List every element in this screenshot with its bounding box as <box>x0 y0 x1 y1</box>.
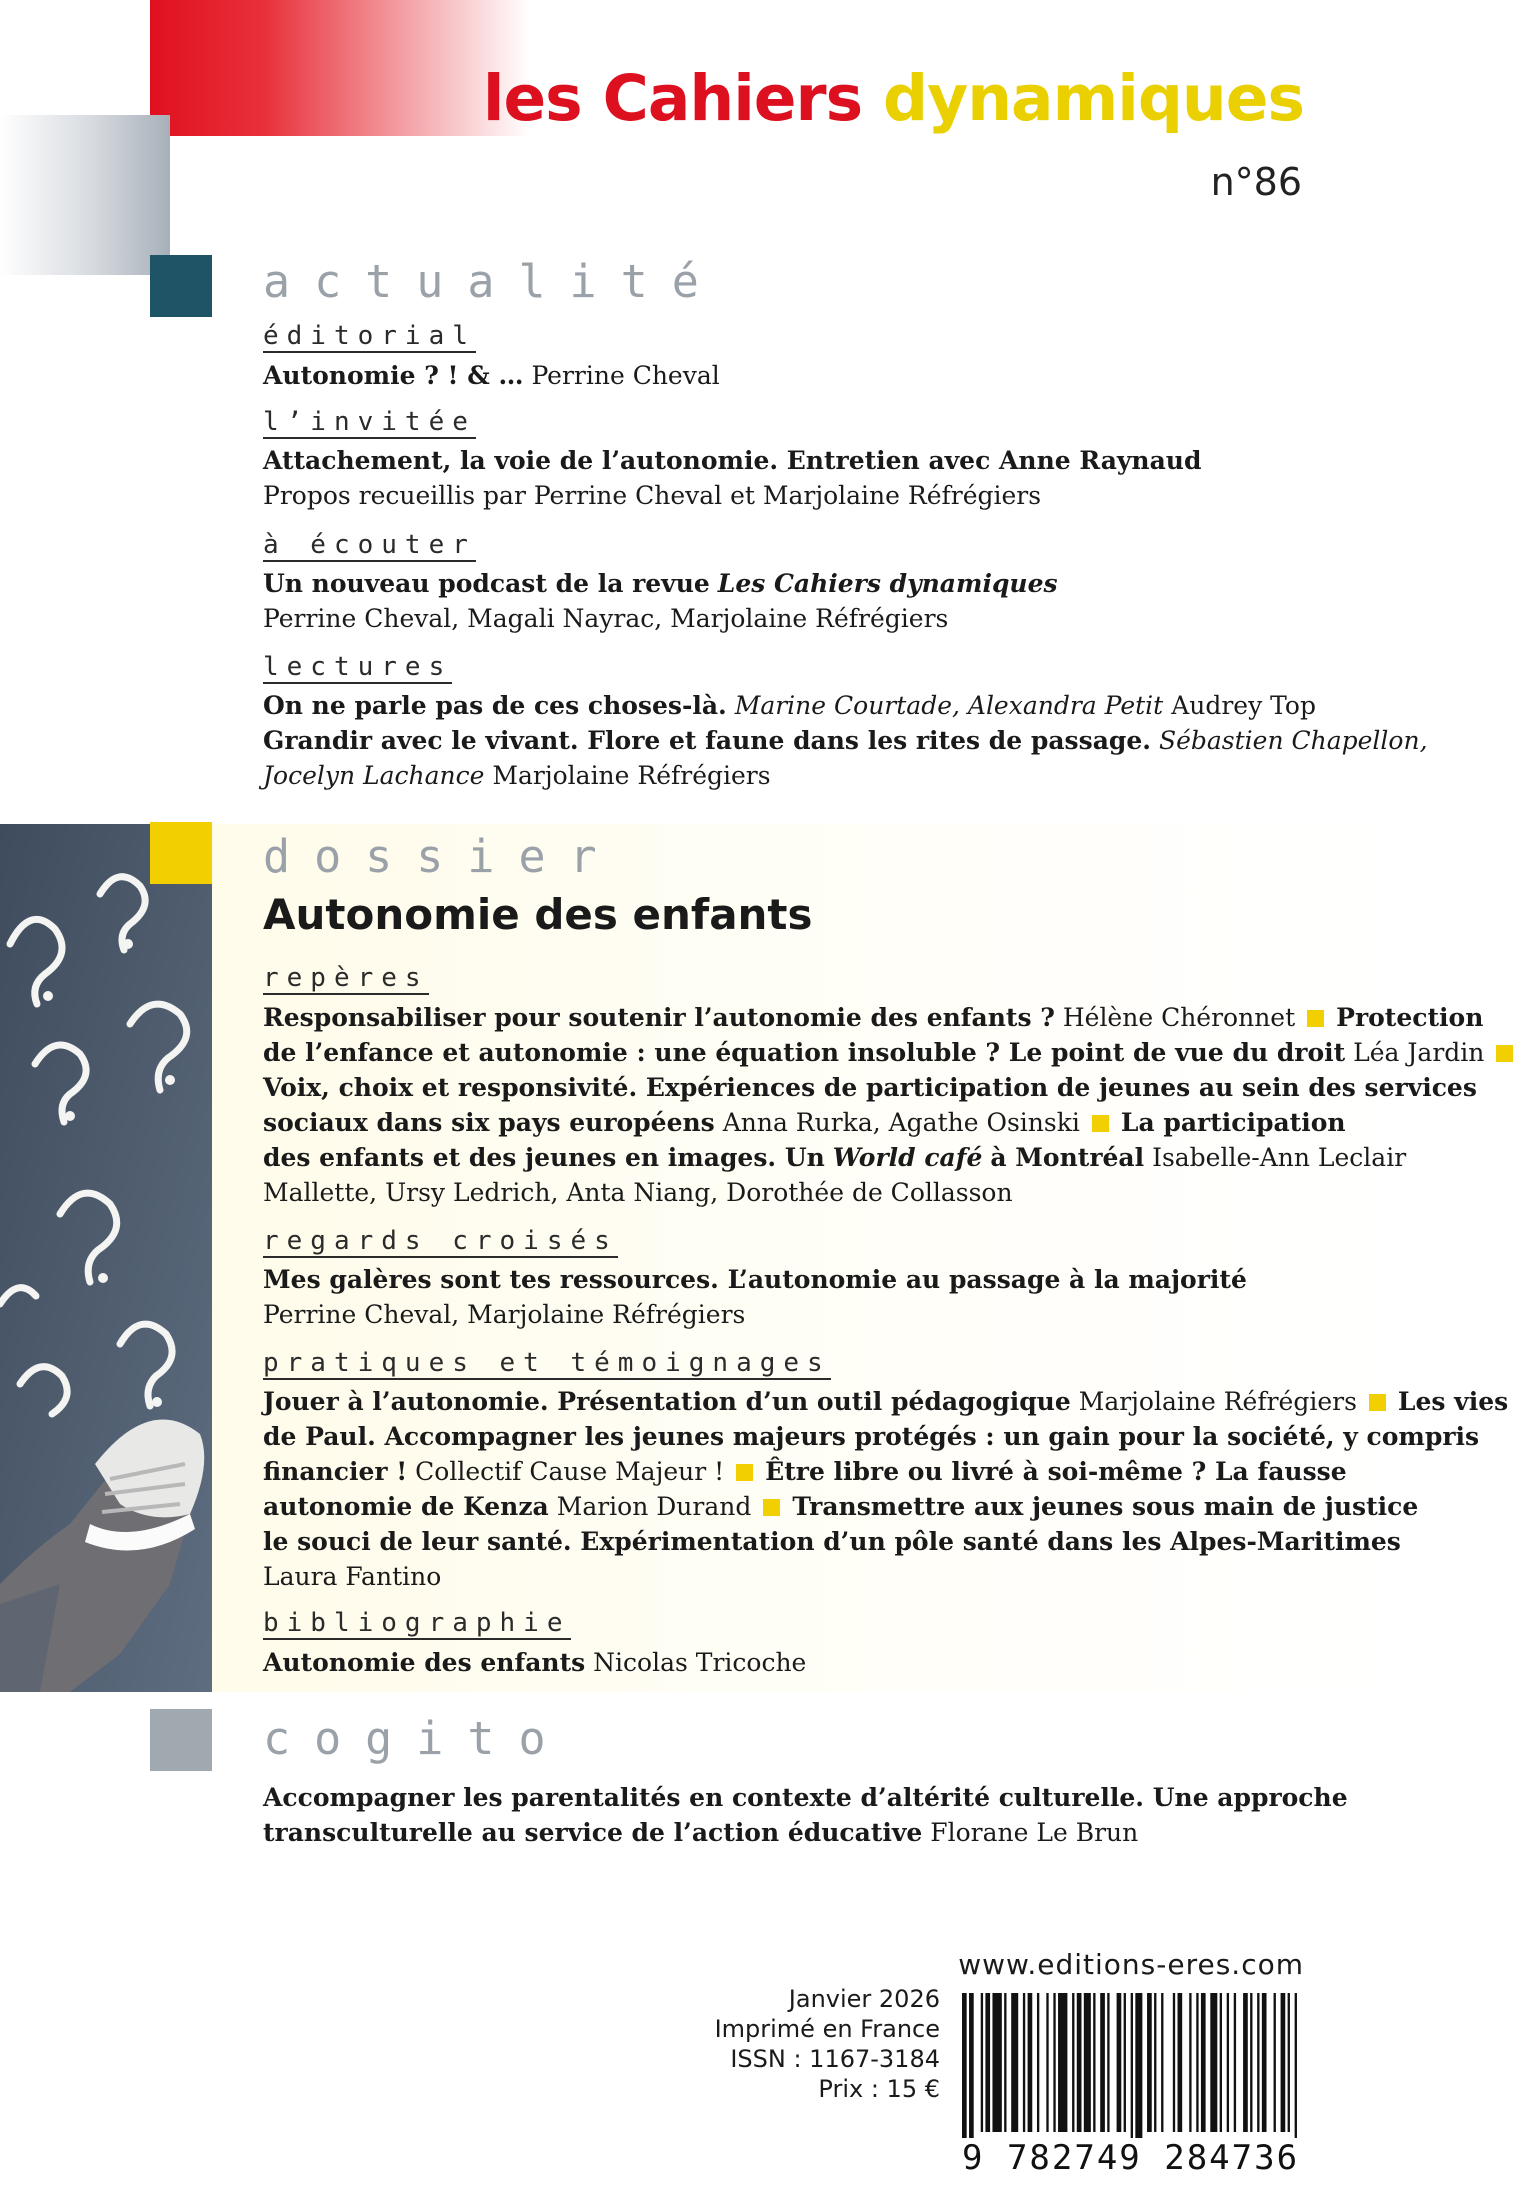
repere-4-author-a: Isabelle-Ann Leclair <box>1152 1143 1407 1172</box>
cogito-author: Florane Le Brun <box>930 1818 1139 1847</box>
barcode <box>962 1993 1304 2138</box>
barcode-bar <box>1201 1993 1206 2132</box>
barcode-bar <box>1011 1993 1018 2132</box>
repere-3-title-b: sociaux dans six pays européens <box>263 1108 715 1137</box>
pratique-2-author: Collectif Cause Majeur ! <box>415 1457 725 1486</box>
repere-2-title-a: Protection <box>1336 1003 1484 1032</box>
barcode-bar <box>1173 1993 1175 2132</box>
separator-square <box>1369 1394 1386 1411</box>
repere-2-author: Léa Jardin <box>1353 1038 1485 1067</box>
barcode-bar <box>1189 1993 1191 2132</box>
lecture-1-title: On ne parle pas de ces choses-là. <box>263 691 727 720</box>
journal-title <box>483 62 1304 135</box>
category-bibliographie: bibliographie <box>263 1608 571 1638</box>
invitee-credit: Propos recueillis par Perrine Cheval et Marjolaine Réfrégiers <box>263 481 1042 510</box>
printed-in: Imprimé en France <box>714 2015 940 2043</box>
barcode-bar <box>1135 1993 1142 2138</box>
dossier-marker-square <box>150 822 212 884</box>
cogito-title-a: Accompagner les parentalités en contexte d’altérité culturelle. Une approche <box>263 1783 1348 1812</box>
reperes-line-5 <box>263 1140 1406 1175</box>
price: Prix : 15 € <box>818 2075 940 2103</box>
editorial-entry <box>263 358 720 393</box>
barcode-bar <box>1147 1993 1152 2132</box>
barcode-bar <box>1227 1993 1229 2132</box>
barcode-bar <box>1131 1993 1133 2138</box>
cogito-marker-square <box>150 1709 212 1771</box>
barcode-bar <box>992 1993 1001 2132</box>
lecture-1-book-authors: Marine Courtade, Alexandra Petit <box>734 691 1164 720</box>
barcode-bar <box>1295 1993 1297 2138</box>
barcode-bar <box>1234 1993 1236 2132</box>
cogito-title-b: transculturelle au service de l’action éducative <box>263 1818 923 1847</box>
lecture-2-book-author-b: Jocelyn Lachance <box>263 761 485 790</box>
lecture-2-title: Grandir avec le vivant. Flore et faune dans les rites de passage. <box>263 726 1151 755</box>
lecture-item-1 <box>263 688 1316 723</box>
pratiques-line-4 <box>263 1489 1418 1524</box>
category-reperes: repères <box>263 963 429 993</box>
issn: ISSN : 1167-3184 <box>730 2045 940 2073</box>
category-lectures: lectures <box>263 652 453 682</box>
barcode-bar <box>969 1993 974 2138</box>
barcode-bar <box>1107 1993 1109 2132</box>
barcode-bar <box>1117 1993 1122 2132</box>
red-gradient-block <box>150 0 530 136</box>
repere-4-author-b: Mallette, Ursy Ledrich, Anta Niang, Dorothée de Collasson <box>263 1178 1013 1207</box>
grey-gradient-block <box>0 115 170 275</box>
dossier-title: Autonomie des enfants <box>263 890 813 939</box>
reperes-line-4 <box>263 1105 1346 1140</box>
repere-4-italic: World café <box>832 1143 983 1172</box>
pratique-1-author: Marjolaine Réfrégiers <box>1078 1387 1357 1416</box>
ecouter-title-start: Un nouveau podcast de la revue <box>263 569 710 598</box>
barcode-bar <box>1028 1993 1033 2132</box>
barcode-bar <box>962 1993 967 2138</box>
pratique-1-title: Jouer à l’autonomie. Présentation d’un outil pédagogique <box>263 1387 1071 1416</box>
barcode-bar <box>1072 1993 1074 2132</box>
separator-square <box>1496 1045 1513 1062</box>
pratique-3-author: Marion Durand <box>556 1492 752 1521</box>
ean-number: 9 782749 284736 <box>962 2138 1300 2178</box>
barcode-bar <box>1058 1993 1067 2132</box>
pratiques-line-3 <box>263 1454 1347 1489</box>
pratiques-line-1 <box>263 1384 1508 1419</box>
cover-photo <box>0 824 212 1692</box>
barcode-bar <box>1093 1993 1095 2132</box>
barcode-bar <box>1077 1993 1082 2132</box>
repere-3-title-a: Voix, choix et responsivité. Expériences de participation de jeunes au sein des services <box>263 1073 1477 1102</box>
regards-title: Mes galères sont tes ressources. L’autonomie au passage à la majorité <box>263 1265 1247 1294</box>
pratique-3-title-b: autonomie de Kenza <box>263 1492 549 1521</box>
barcode-bar <box>1210 1993 1217 2132</box>
barcode-bar <box>1046 1993 1048 2132</box>
barcode-bar <box>1004 1993 1006 2132</box>
repere-2-title-b: de l’enfance et autonomie : une équation insoluble ? Le point de vue du droit <box>263 1038 1346 1067</box>
pratique-4-title-a: Transmettre aux jeunes sous main de justice <box>792 1492 1419 1521</box>
category-pratiques: pratiques et témoignages <box>263 1348 831 1378</box>
repere-1-title: Responsabiliser pour soutenir l’autonomie des enfants ? <box>263 1003 1055 1032</box>
journal-title-part2: dynamiques <box>883 62 1304 135</box>
repere-3-author: Anna Rurka, Agathe Osinski <box>722 1108 1080 1137</box>
lecture-item-2-continued <box>263 758 771 793</box>
separator-square <box>736 1464 753 1481</box>
reperes-line-2 <box>263 1035 1525 1070</box>
barcode-bar <box>1250 1993 1252 2132</box>
barcode-bar <box>1262 1993 1267 2132</box>
separator-square <box>1307 1010 1324 1027</box>
editorial-author: Perrine Cheval <box>531 361 720 390</box>
pratique-3-title-a: Être libre ou livré à soi-même ? La fausse <box>765 1457 1347 1486</box>
bibliographie-author: Nicolas Tricoche <box>593 1648 807 1677</box>
ecouter-authors: Perrine Cheval, Magali Nayrac, Marjolaine Réfrégiers <box>263 604 949 633</box>
issue-number: n°86 <box>1210 160 1302 204</box>
barcode-bar <box>1053 1993 1055 2132</box>
barcode-bar <box>1281 1993 1286 2132</box>
category-editorial: éditorial <box>263 321 476 351</box>
lecture-2-reviewer: Marjolaine Réfrégiers <box>492 761 771 790</box>
pratique-4-title-b: le souci de leur santé. Expérimentation d’un pôle santé dans les Alpes-Maritimes <box>263 1527 1401 1556</box>
category-invitee: l’invitée <box>263 407 476 437</box>
section-label-dossier: dossier <box>263 830 621 883</box>
editorial-title: Autonomie ? ! & … <box>263 361 524 390</box>
repere-4-title-a: La participation <box>1120 1108 1346 1137</box>
barcode-bar <box>1220 1993 1222 2132</box>
bibliographie-title: Autonomie des enfants <box>263 1648 586 1677</box>
barcode-bar <box>1100 1993 1105 2132</box>
invitee-title: Attachement, la voie de l’autonomie. Entretien avec Anne Raynaud <box>263 446 1202 475</box>
barcode-bar <box>1243 1993 1248 2132</box>
pratique-2-title-b: de Paul. Accompagner les jeunes majeurs protégés : un gain pour la société, y compris <box>263 1422 1480 1451</box>
ecouter-title-journal: Les Cahiers dynamiques <box>717 569 1058 598</box>
category-regards-croises: regards croisés <box>263 1226 618 1256</box>
category-ecouter: à écouter <box>263 530 476 560</box>
barcode-bar <box>981 1993 983 2132</box>
lecture-item-2 <box>263 723 1428 758</box>
section-label-cogito: cogito <box>263 1712 570 1765</box>
barcode-bar <box>1084 1993 1091 2132</box>
barcode-bar <box>1154 1993 1156 2132</box>
regards-authors: Perrine Cheval, Marjolaine Réfrégiers <box>263 1300 746 1329</box>
pratique-4-author: Laura Fantino <box>263 1562 442 1591</box>
lecture-2-book-author-a: Sébastien Chapellon, <box>1158 726 1428 755</box>
repere-4-title-c: à Montréal <box>990 1143 1145 1172</box>
section-label-actualite: actualité <box>263 255 723 308</box>
cogito-line-2 <box>263 1815 1138 1850</box>
barcode-bar <box>1023 1993 1025 2132</box>
publication-date: Janvier 2026 <box>788 1985 940 2013</box>
barcode-bar <box>1288 1993 1290 2132</box>
barcode-bar <box>1257 1993 1259 2132</box>
repere-4-title-b: des enfants et des jeunes en images. Un <box>263 1143 825 1172</box>
actualite-marker-square <box>150 255 212 317</box>
ecouter-title <box>263 566 1058 601</box>
separator-square <box>1092 1115 1109 1132</box>
barcode-bar <box>1037 1993 1039 2132</box>
reperes-line-1 <box>263 1000 1483 1035</box>
publisher-website[interactable]: www.editions-eres.com <box>958 1948 1304 1981</box>
journal-title-part1: les Cahiers <box>482 62 863 135</box>
repere-1-author: Hélène Chéronnet <box>1062 1003 1296 1032</box>
separator-square <box>763 1499 780 1516</box>
barcode-bar <box>1124 1993 1126 2132</box>
lecture-1-reviewer: Audrey Top <box>1171 691 1316 720</box>
bibliographie-entry <box>263 1645 806 1680</box>
barcode-bar <box>1196 1993 1198 2132</box>
barcode-bar <box>1274 1993 1276 2132</box>
barcode-bar <box>1178 1993 1183 2132</box>
barcode-bar <box>1161 1993 1163 2132</box>
pratique-2-title-a: Les vies <box>1397 1387 1509 1416</box>
pratique-2-title-c: financier ! <box>263 1457 408 1486</box>
barcode-bar <box>985 1993 990 2132</box>
